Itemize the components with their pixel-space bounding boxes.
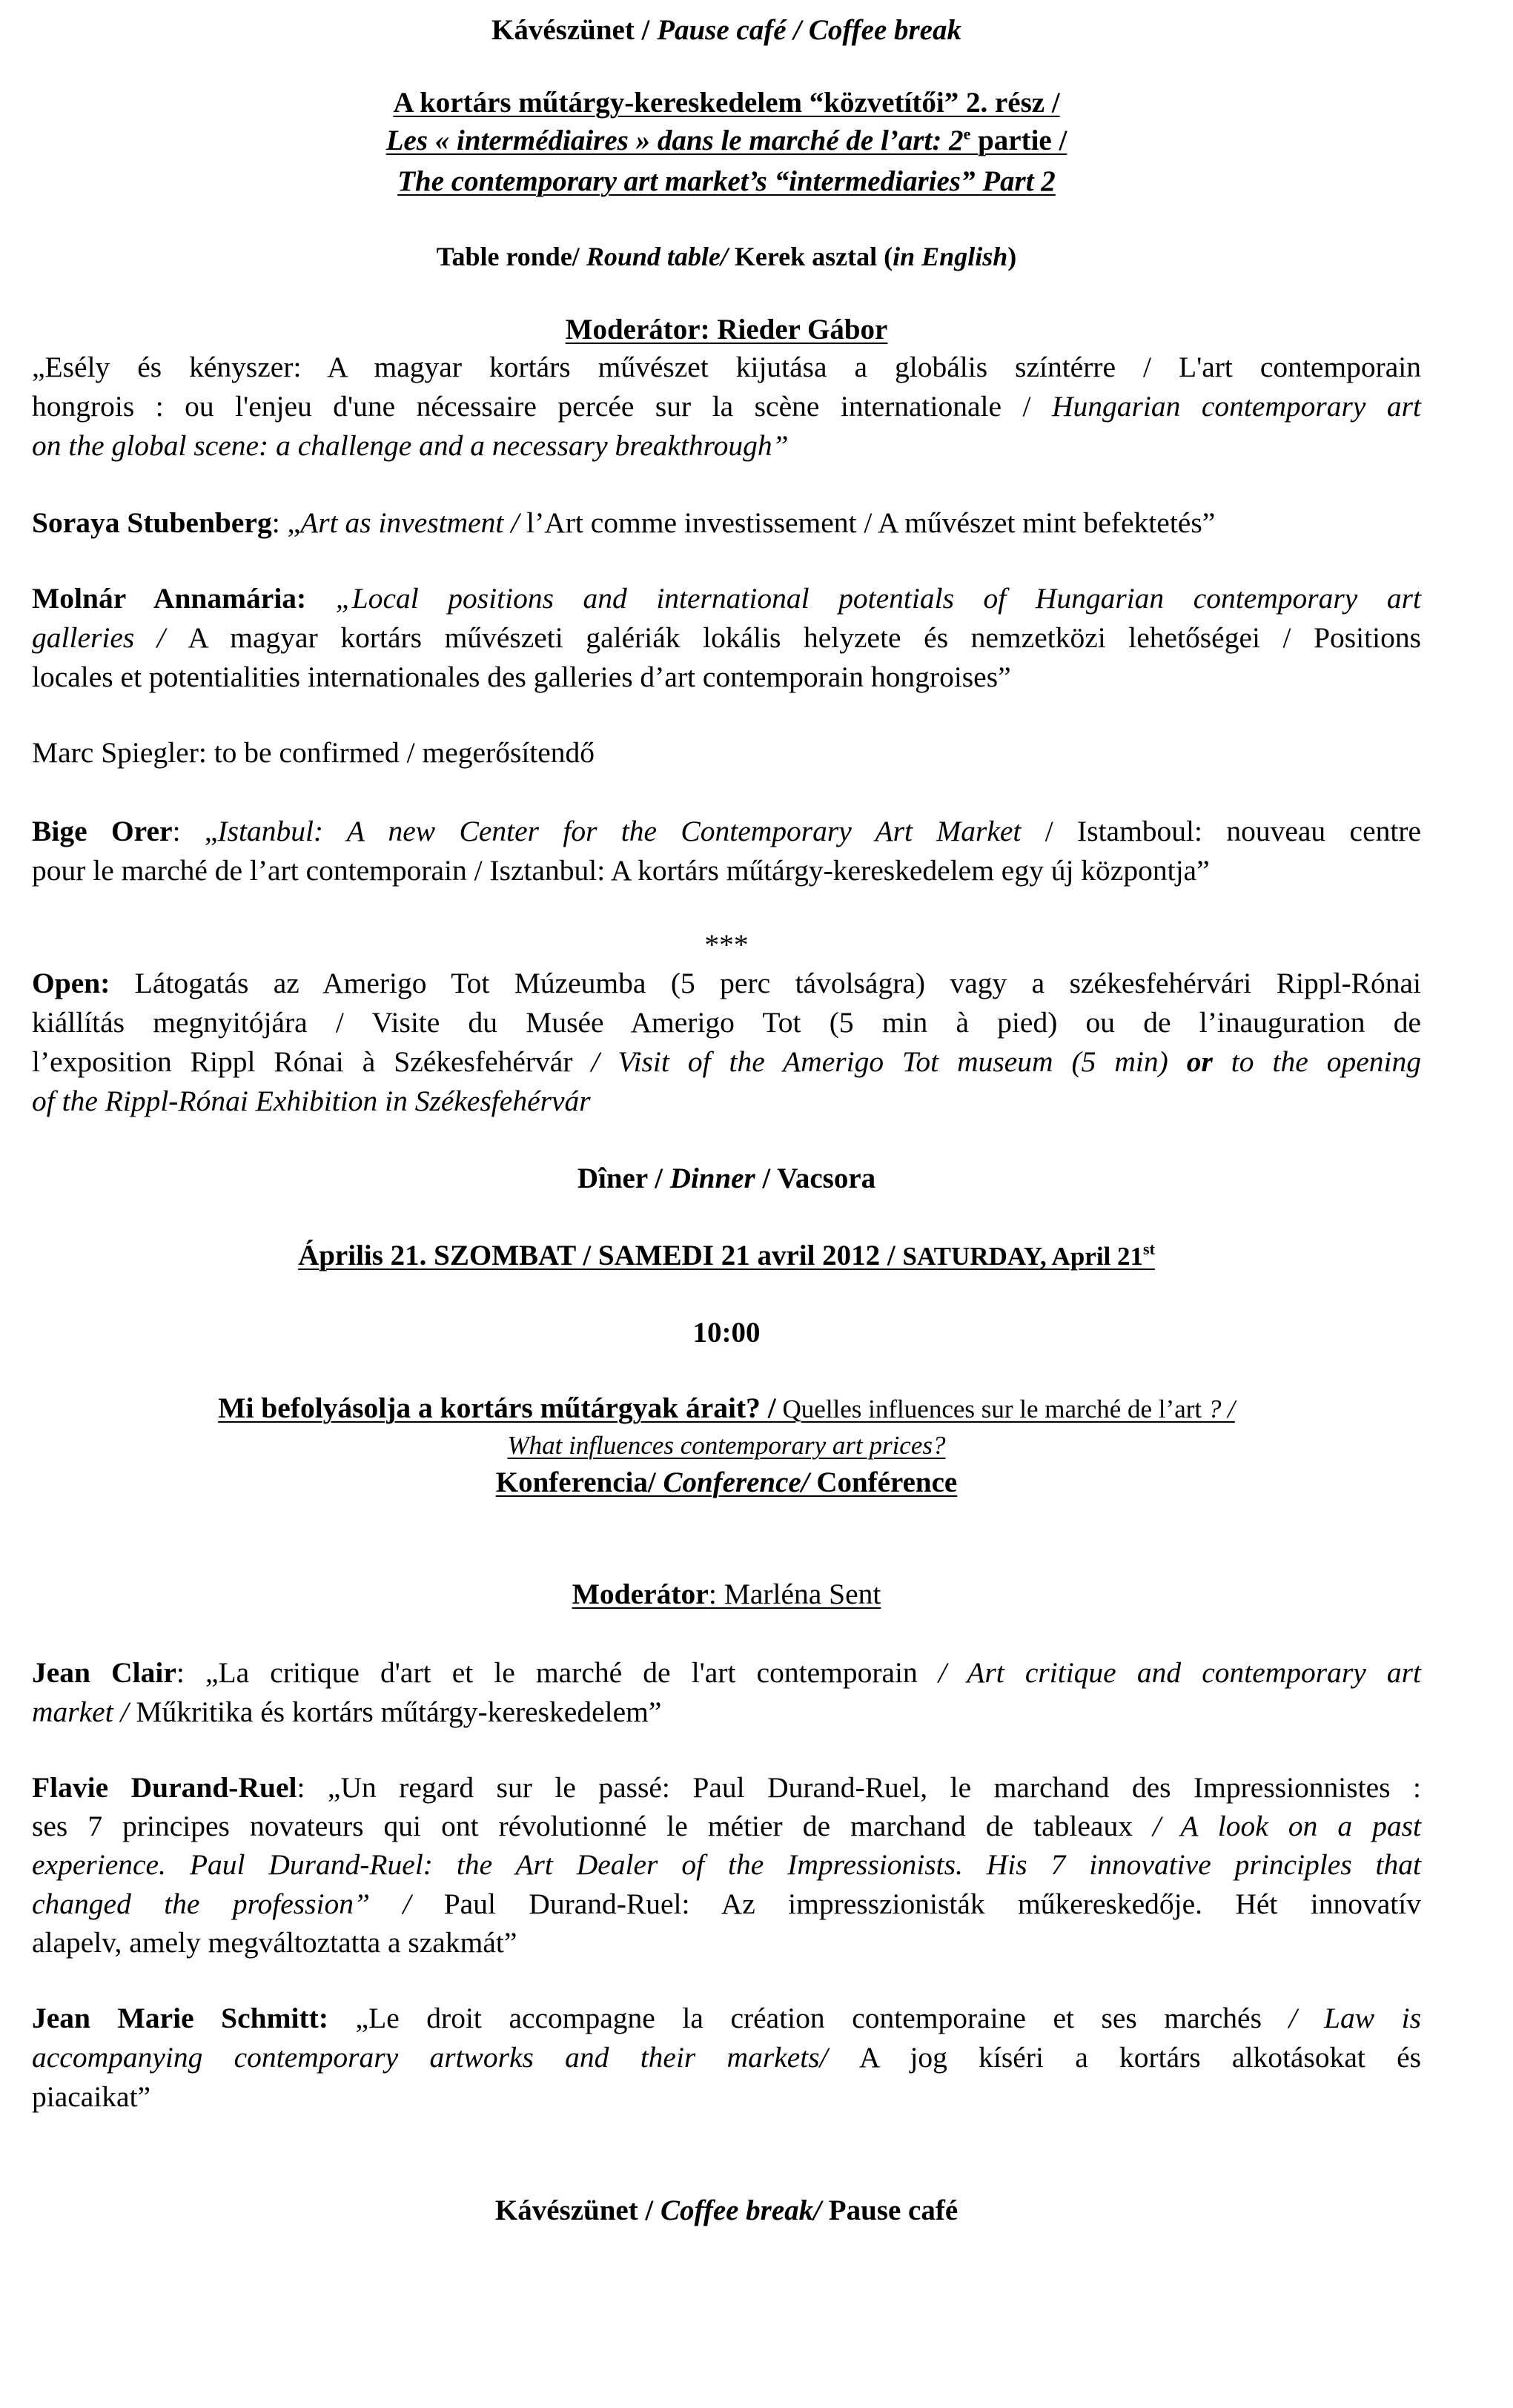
- day-heading: [32, 1236, 1421, 1276]
- open-line-2: [32, 1003, 1421, 1042]
- talk-title-hu-end: alapelv, amely megváltoztatta a szakmát”: [32, 1926, 517, 1959]
- moderator-2: [32, 1575, 1421, 1614]
- moderator-1-text: Moderátor: Rieder Gábor: [565, 314, 888, 345]
- session-format: [32, 237, 1421, 277]
- superscript-st: st: [1143, 1240, 1155, 1258]
- talk-soraya: [32, 503, 1421, 543]
- coffee-break-hu: Kávészünet /: [491, 14, 658, 46]
- conference-title-line-1: [32, 1389, 1421, 1429]
- time-text: 10:00: [692, 1317, 761, 1349]
- talk-title-en: / Law is: [1288, 2002, 1422, 2034]
- conference-format: [32, 1463, 1421, 1502]
- coffee-break-fr-en: Pause café / Coffee break: [657, 14, 961, 46]
- conference-title-line-2: [32, 1426, 1421, 1465]
- dinner-en: Dinner: [669, 1162, 755, 1194]
- talk-clair-line-1: [32, 1653, 1421, 1693]
- conference-title-fr-end: ? /: [1202, 1395, 1235, 1423]
- speaker-name: Molnár Annamária:: [32, 582, 307, 615]
- talk-title-hu-end: piacaikat”: [32, 2080, 151, 2113]
- open-line-3: [32, 1042, 1421, 1082]
- talk-title-hu: Műkritika és kortárs műtárgy-kereskedelem”: [136, 1696, 662, 1728]
- talk-durand-ruel-line-4: [32, 1885, 1421, 1924]
- talk-title-en: Art as investment /: [300, 506, 527, 539]
- conference-title-fr: Quelles influences sur le marché de l’art: [775, 1395, 1202, 1423]
- talk-molnar-line-2: [32, 618, 1421, 658]
- separator: : „: [172, 815, 218, 847]
- talk-title-en-2: experience. Paul Durand-Ruel: the Art Dealer of the Impressionists. His 7 innovative principles that: [32, 1848, 1421, 1881]
- day-heading-text: Április 21. SZOMBAT / SAMEDI 21 avril 2012 /: [298, 1240, 903, 1271]
- talk-title-en: / A look on a past: [1153, 1810, 1422, 1842]
- talk-schmitt-line-1: [32, 1999, 1421, 2038]
- format-en: Round table/: [586, 242, 728, 271]
- open-text-fr-end: l’exposition Rippl Rónai à Székesfehérvár: [32, 1045, 592, 1078]
- superscript-e: e: [963, 125, 971, 143]
- talk-title-en: Istanbul: A new Center for the Contemporary Art Market: [217, 815, 1022, 847]
- open-text-fr: kiállítás megnyitójára / Visite du Musée Amerigo Tot (5 min à pied) ou de l’inauguration de: [32, 1006, 1421, 1039]
- speaker-name: Jean Marie Schmitt:: [32, 2002, 328, 2034]
- day-heading-en: SATURDAY, April 21: [902, 1242, 1144, 1271]
- moderator-name: : Marléna Sent: [708, 1578, 881, 1610]
- talk-durand-ruel-line-1: [32, 1768, 1421, 1807]
- format-en: Conference/: [663, 1466, 810, 1498]
- talk-schmitt-line-2: [32, 2038, 1421, 2077]
- asterisks: ***: [704, 928, 749, 961]
- talk-title-en: „Local positions and international potentials of Hungarian contemporary art: [306, 582, 1421, 615]
- talk-title-fr: „Le droit accompagne la création contemporaine et ses marchés: [328, 2002, 1289, 2034]
- intro-line-3: [32, 426, 1421, 466]
- coffee-break-en: Coffee break/: [661, 2194, 822, 2226]
- coffee-break-hu: Kávészünet /: [494, 2194, 661, 2226]
- dinner-heading: [32, 1159, 1421, 1198]
- intro-line-1: [32, 348, 1421, 387]
- format-language: in English: [893, 242, 1008, 271]
- conference-title-hu: Mi befolyásolja a kortárs műtárgyak árait? /: [218, 1392, 776, 1424]
- intro-line-2: [32, 387, 1421, 426]
- format-fr: Conférence: [809, 1466, 958, 1498]
- talk-durand-ruel-line-2: [32, 1807, 1421, 1846]
- speaker-name: Bige Orer: [32, 815, 173, 847]
- session-title-hu: [32, 83, 1421, 122]
- session-title-fr-text: Les « intermédiaires » dans le marché de l’art: 2: [385, 125, 964, 156]
- speaker-name: Jean Clair: [32, 1656, 176, 1689]
- talk-title-fr-hu: pour le marché de l’art contemporain / Isztanbul: A kortárs műtárgy-kereskedelem egy új központja”: [32, 854, 1210, 887]
- talk-title-en: / Art critique and contemporary art: [938, 1656, 1422, 1689]
- conference-title-en: What influences contemporary art prices?: [507, 1431, 946, 1460]
- talk-clair-line-2: [32, 1693, 1421, 1732]
- dinner-fr: Dîner /: [577, 1162, 670, 1194]
- format-close-paren: ): [1007, 242, 1017, 271]
- session-title-en: [32, 162, 1421, 201]
- talk-title-en-end: changed the profession” /: [32, 1888, 444, 1920]
- intro-text-2: hongrois : ou l'enjeu d'une nécessaire percée sur la scène internationale /: [32, 390, 1052, 423]
- speaker-name: Flavie Durand-Ruel: [32, 1771, 297, 1804]
- talk-molnar-line-1: [32, 579, 1421, 618]
- separator: : „: [271, 506, 301, 539]
- talk-durand-ruel-line-5: [32, 1923, 1421, 1962]
- talk-title-fr: : „Un regard sur le passé: Paul Durand-Ruel, le marchand des Impressionnistes :: [297, 1771, 1421, 1804]
- speaker-name: Soraya Stubenberg: [32, 506, 272, 539]
- talk-title-hu: Paul Durand-Ruel: Az impresszionisták műkereskedője. Hét innovatív: [443, 1888, 1421, 1920]
- coffee-break-heading-2: [32, 2191, 1421, 2230]
- talk-title-fr: / Istamboul: nouveau centre: [1021, 815, 1422, 847]
- talk-molnar-line-3: [32, 658, 1421, 697]
- intro-text-2-en: Hungarian contemporary art: [1051, 390, 1421, 423]
- section-separator: [32, 925, 1421, 965]
- talk-title-fr: : „La critique d'art et le marché de l'art contemporain: [176, 1656, 938, 1689]
- talk-title-en-end: market /: [32, 1696, 136, 1728]
- talk-title-fr-2: ses 7 principes novateurs qui ont révolutionné le métier de marchand de tableaux: [32, 1810, 1153, 1842]
- session-title-en-text: The contemporary art market’s “intermediaries” Part 2: [397, 165, 1056, 197]
- talk-title-en-2: accompanying contemporary artworks and their markets/: [32, 2041, 859, 2074]
- talk-title-hu: A magyar kortárs művészeti galériák lokális helyzete és nemzetközi lehetőségei / Positions: [188, 621, 1421, 654]
- open-text-en-end: of the Rippl-Rónai Exhibition in Székesfehérvár: [32, 1085, 591, 1117]
- session-title-fr: [32, 121, 1421, 160]
- talk-schmitt-line-3: [32, 2077, 1421, 2117]
- session-title-fr-end: partie /: [970, 125, 1067, 156]
- dinner-hu: / Vacsora: [755, 1162, 876, 1194]
- open-text-en: / Visit of the Amerigo Tot museum (5 min): [591, 1045, 1187, 1078]
- talk-text: Marc Spiegler: to be confirmed / megerősítendő: [32, 736, 595, 769]
- format-hu: Kerek asztal (: [727, 242, 893, 271]
- moderator-label: Moderátor: [572, 1578, 709, 1610]
- talk-orer-line-1: [32, 812, 1421, 851]
- moderator-1: [32, 310, 1421, 349]
- talk-title-fr-hu: l’Art comme investissement / A művészet mint befektetés”: [526, 506, 1216, 539]
- format-hu: Konferencia/: [495, 1466, 663, 1498]
- talk-title-fr: locales et potentialities internationales des galleries d’art contemporain hongroises”: [32, 661, 1011, 693]
- coffee-break-fr: Pause café: [821, 2194, 959, 2226]
- talk-title-en-end: galleries /: [32, 621, 188, 654]
- talk-durand-ruel-line-3: [32, 1845, 1421, 1885]
- intro-text-3: on the global scene: a challenge and a necessary breakthrough”: [32, 429, 789, 462]
- talk-title-hu: A jog kíséri a kortárs alkotásokat és: [858, 2041, 1421, 2074]
- coffee-break-heading: [32, 10, 1421, 50]
- open-label: Open:: [32, 967, 110, 999]
- session-time: [32, 1313, 1421, 1352]
- open-text-hu: Látogatás az Amerigo Tot Múzeumba (5 perc távolságra) vagy a székesfehérvári Rippl-Rónai: [110, 967, 1421, 999]
- open-text-en-2: to the opening: [1212, 1045, 1421, 1078]
- open-line-4: [32, 1082, 1421, 1121]
- session-title-hu-text: A kortárs műtárgy-kereskedelem “közvetítői” 2. rész /: [393, 87, 1060, 119]
- open-line-1: [32, 964, 1421, 1003]
- open-text-or: or: [1186, 1045, 1213, 1078]
- talk-orer-line-2: [32, 851, 1421, 890]
- talk-spiegler: [32, 733, 1421, 773]
- format-fr: Table ronde/: [436, 242, 586, 271]
- intro-text-1: „Esély és kényszer: A magyar kortárs művészet kijutása a globális színtérre / L'art contemporain: [32, 351, 1421, 383]
